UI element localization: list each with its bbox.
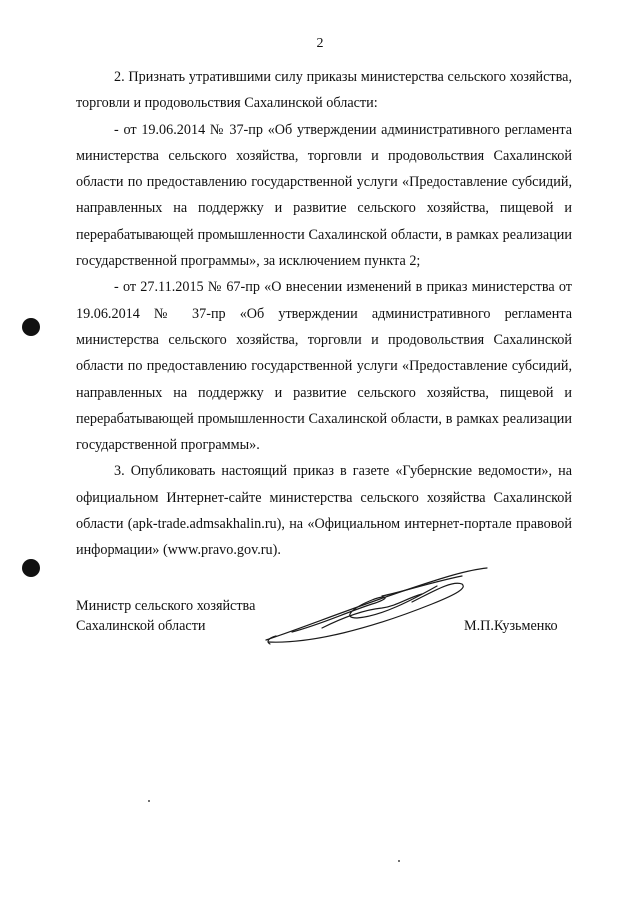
page-number: 2 (316, 36, 324, 51)
binder-hole-mark (22, 318, 40, 336)
signatory-title-line: Министр сельского хозяйства (76, 598, 256, 614)
signatory-name: М.П.Кузьменко (464, 618, 558, 634)
binder-hole-mark (22, 559, 40, 577)
signatory-title (76, 596, 255, 636)
list-item-order-67: - от 27.11.2015 № 67-пр «О внесении изменений в приказ министерства от 19.06.2014 № 37-пр «Об утверждении административного регламента министерства сельского хозяйства, торговли и продовольствия Сахалинской области по предоставлению государственной услуги «Предоставление субсидий, направленных на поддержку и развитие сельского хозяйства, пищевой и перерабатывающей промышленности Сахалинской области, в рамках реализации государственной программы». (76, 279, 572, 454)
paragraph-3: 3. Опубликовать настоящий приказ в газете «Губернские ведомости», на официальном Интернет-сайте министерства сельского хозяйства Сахалинской области (apk-trade.admsakhalin.ru), на «Официальном интернет-портале правовой информации» (www.pravo.gov.ru). (76, 463, 572, 559)
list-item-order-37: - от 19.06.2014 № 37-пр «Об утверждении административного регламента министерства сельского хозяйства, торговли и продовольствия Сахалинской области по предоставлению государственной услуги «Предоставление субсидий, направленных на поддержку и развитие сельского хозяйства, пищевой и перерабатывающей промышленности Сахалинской области, в рамках реализации государственной программы», за исключением пункта 2; (76, 121, 572, 270)
scan-speck (148, 800, 150, 802)
scan-speck (398, 860, 400, 862)
paragraph-2: 2. Признать утратившими силу приказы министерства сельского хозяйства, торговли и продовольствия Сахалинской области: (76, 69, 572, 112)
signature-block (76, 596, 576, 676)
signatory-title-line: Сахалинской области (76, 618, 206, 634)
document-body (76, 64, 572, 564)
